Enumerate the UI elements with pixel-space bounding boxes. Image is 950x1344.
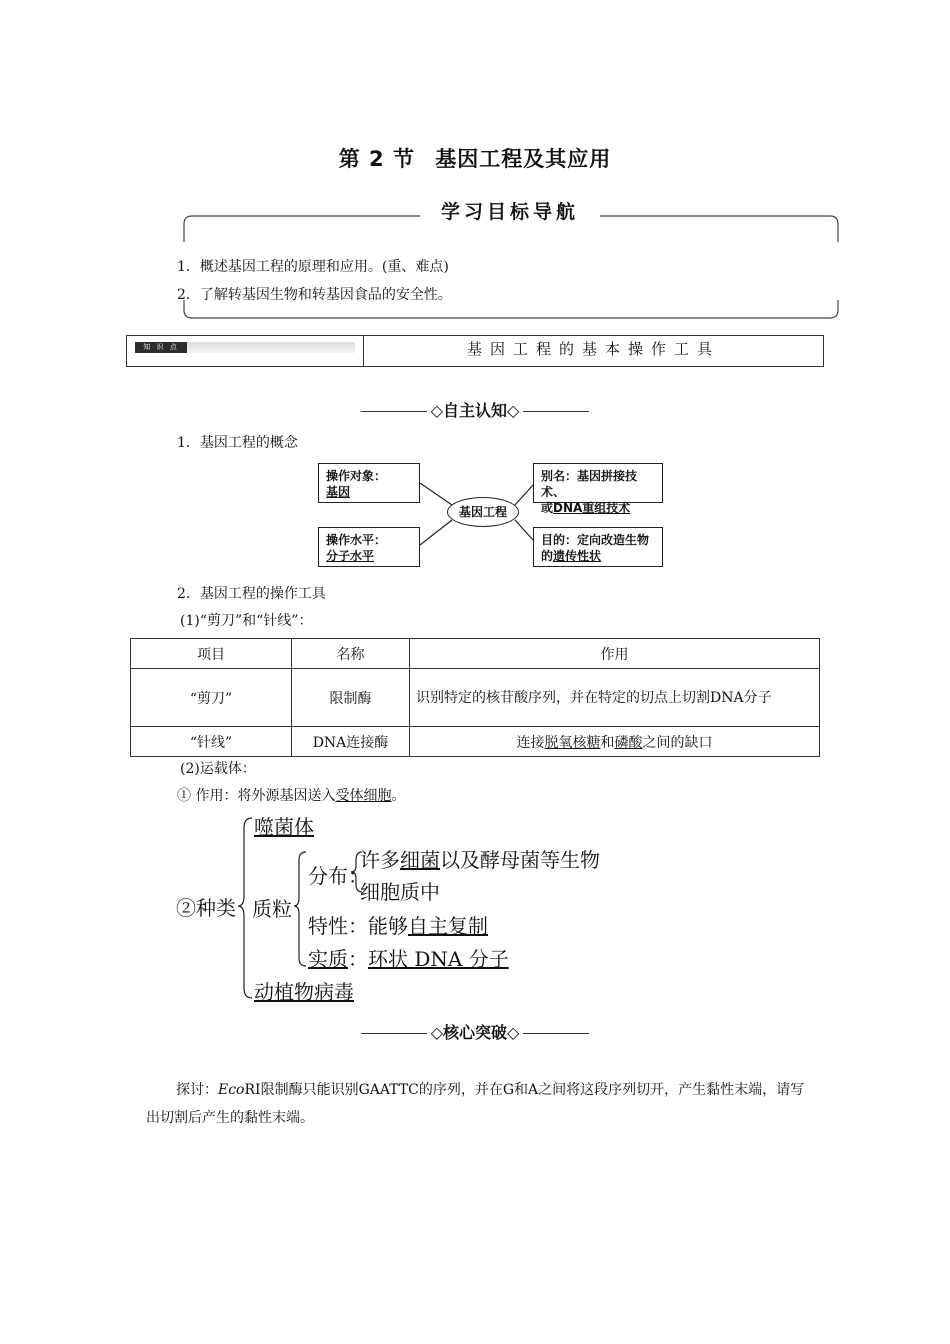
concept-purpose-value: 遗传性状 [553,549,602,563]
vector-plasmid: 质粒 [252,897,292,921]
vector-phage: 噬菌体 [254,815,314,839]
tools-sub1: (1)“剪刀”和“针线”： [180,613,313,629]
plasmid-distribution-line1: 许多细菌以及酵母菌等生物 [360,848,600,872]
table-header: 名称 [292,639,410,669]
table-cell: “针线” [131,727,292,757]
vector-types-label: ②种类 [176,896,236,920]
section-title: 基因工程及其应用 [435,147,612,171]
table-cell: 连接脱氧核糖和磷酸之间的缺口 [410,727,820,757]
knowledge-point-badge: 知 识 点 [135,342,187,353]
plasmid-distribution-label: 分布： [308,864,368,888]
vector-virus: 动植物病毒 [254,980,354,1004]
concept-alias-value: DNA重组技术 [553,501,631,515]
concept-center-node: 基因工程 [447,497,519,527]
section-number: 第 2 节 [338,147,415,171]
tools-heading: 2．基因工程的操作工具 [177,586,326,602]
concept-node-level: 操作水平： 分子水平 [318,527,420,567]
vector-use: ① 作用：将外源基因送入受体细胞。 [177,788,406,804]
concept-heading: 1．基因工程的概念 [177,435,298,451]
concept-node-alias: 别名：基因拼接技术、 或DNA重组技术 [533,463,663,503]
concept-object-value: 基因 [326,485,351,499]
concept-level-value: 分子水平 [326,549,375,563]
table-header: 作用 [410,639,820,669]
exploration-paragraph: 探讨：EcoRI限制酶只能识别GAATTC的序列，并在G和A之间将这段序列切开，产生黏性末端，请写出切割后产生的黏性末端。 [146,1082,805,1126]
table-cell: DNA连接酶 [292,727,410,757]
table-header: 项目 [131,639,292,669]
section-heading-self-study: ◇自主认知◇ [0,398,950,421]
concept-node-purpose: 目的：定向改造生物 的遗传性状 [533,527,663,567]
tools-sub2: (2)运载体： [180,761,256,777]
plasmid-trait: 特性：能够自主复制 [308,914,488,938]
plasmid-distribution-line2: 细胞质中 [360,880,440,904]
plasmid-essence: 实质：环状 DNA 分子 [308,947,509,971]
table-cell: 识别特定的核苷酸序列，并在特定的切点上切割DNA分子 [410,669,820,727]
section-heading-core: ◇核心突破◇ [0,1020,950,1043]
table-cell: “剪刀” [131,669,292,727]
goals-heading: 学习目标导航 [420,198,600,226]
goal-item: 1．概述基因工程的原理和应用。(重、难点) [177,259,449,275]
concept-node-object: 操作对象： 基因 [318,463,420,503]
table-cell: 限制酶 [292,669,410,727]
goal-item: 2．了解转基因生物和转基因食品的安全性。 [177,287,452,303]
knowledge-point-title: 基因工程的基本操作工具 [466,340,720,358]
